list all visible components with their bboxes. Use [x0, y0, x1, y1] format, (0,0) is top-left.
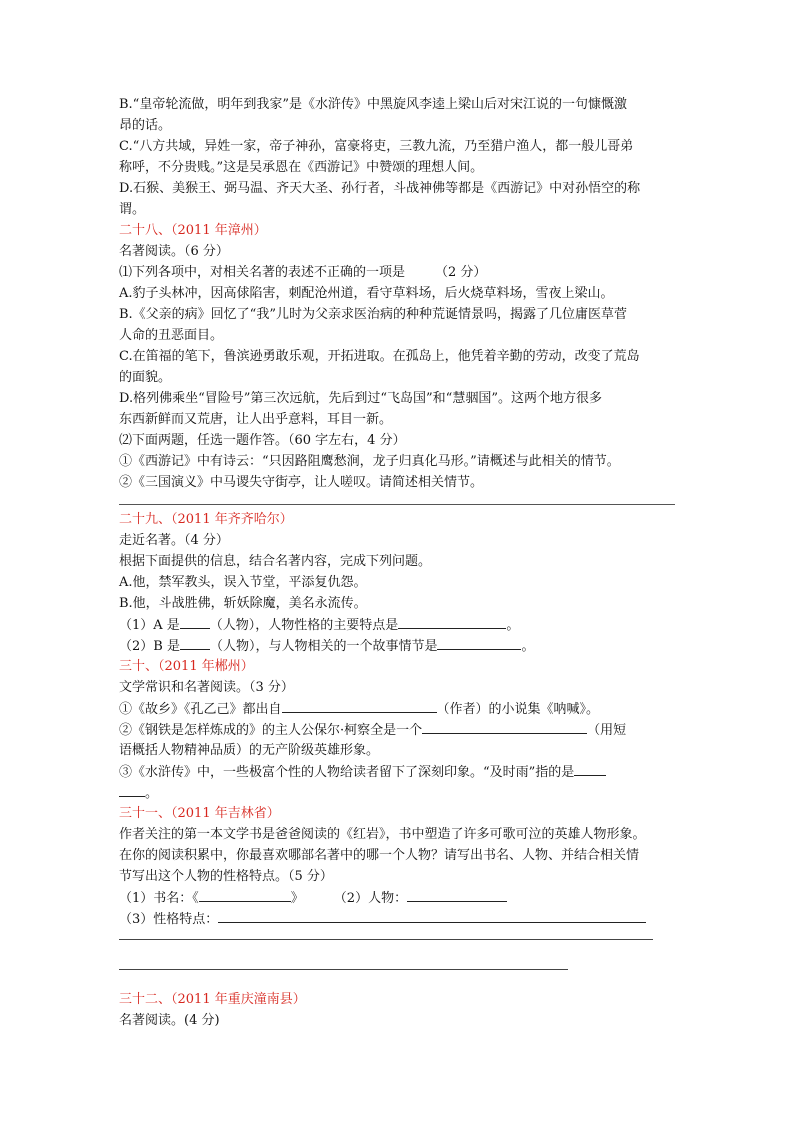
answer-line[interactable] — [119, 939, 653, 940]
q31-text-line-2: 在你的阅读积累中，你最喜欢哪部名著中的哪一个人物？请写出书名、人物、并结合相关情 — [119, 848, 640, 863]
q29-intro: 走近名著。（4 分） — [119, 533, 229, 548]
q29-item-1-end: 。 — [506, 618, 520, 633]
q30-line-3: 语概括人物精神品质）的无产阶级英雄形象。 — [119, 743, 380, 758]
q29-item-1-middle: （人物），人物性格的主要特点是 — [209, 618, 399, 633]
q29-clue-a: A.他，禁军教头，误入节堂，平添复仇怨。 — [119, 575, 367, 590]
option-b-line-1: B.“皇帝轮流做，明年到我家”是《水浒传》中黑旋风李逵上梁山后对宋江说的一句慷慨激 — [119, 97, 627, 112]
q29-item-1 — [119, 614, 675, 635]
book-name-blank[interactable] — [199, 887, 291, 902]
q28-sub2: ⑵下面两题，任选一题作答。（60 字左右，4 分） — [119, 433, 406, 448]
option-c-line-1: C.“八方共域，异姓一家，帝子神孙，富豪将吏，三教九流，乃至猎户渔人，都一般儿哥弟 — [119, 139, 634, 154]
answer-blank[interactable] — [574, 761, 606, 776]
q29-heading: 二十九、（2011 年齐齐哈尔） — [119, 512, 293, 527]
q31-trait-label: （3）性格特点： — [119, 912, 219, 927]
q29-item-2-prefix: （2）B 是 — [119, 639, 180, 654]
q30-line-2 — [119, 719, 675, 740]
q30-line-2-suffix: （用短 — [587, 723, 627, 738]
q32-heading: 三十二、（2011 年重庆潼南县） — [119, 992, 306, 1007]
q28-heading: 二十八、（2011 年漳州） — [119, 223, 267, 238]
answer-blank[interactable] — [282, 698, 437, 713]
q30-line-1-prefix: ①《故乡》《孔乙己》都出自 — [119, 702, 282, 717]
q28-option-d-line-1: D.格列佛乘坐“冒险号”第三次远航，先后到过“飞岛国”和“慧骃国”。这两个地方很多 — [119, 391, 602, 406]
q28-choice-1: ①《西游记》中有诗云：“只因路阻鹰愁涧，龙子归真化马形。”请概述与此相关的情节。 — [119, 454, 620, 469]
answer-line[interactable] — [119, 969, 568, 970]
q28-sub1-text: ⑴下列各项中，对相关名著的表述不正确的一项是 — [119, 265, 406, 280]
q30-line-2-prefix: ②《钢铁是怎样炼成的》的主人公保尔·柯察全是一个 — [119, 723, 423, 738]
q31-text-line-3: 节写出这个人物的性格特点。（5 分） — [119, 869, 333, 884]
q30-line-5 — [119, 782, 675, 803]
answer-blank[interactable] — [398, 614, 506, 629]
q31-book-label: （1）书名：《 — [119, 891, 199, 906]
q31-book-person-row — [119, 887, 675, 908]
answer-blank[interactable] — [119, 782, 145, 797]
q28-sub1-score: （2 分） — [435, 265, 487, 280]
q30-heading: 三十、（2011 年郴州） — [119, 659, 254, 674]
q28-option-b-line-1: B.《父亲的病》回忆了“我”儿时为父亲求医治病的种种荒诞情景吗，揭露了几位庸医草菅 — [119, 307, 627, 322]
q31-book-close: 》 — [290, 891, 304, 906]
q29-item-2-middle: （人物），与人物相关的一个故事情节是 — [209, 639, 438, 654]
q28-option-c-line-1: C.在笛福的笔下，鲁滨逊勇敢乐观，开拓进取。在孤岛上，他凭着辛勤的劳动，改变了荒岛 — [119, 349, 640, 364]
q32-intro: 名著阅读。(4 分) — [119, 1013, 220, 1028]
q28-option-d-line-2: 东西新鲜而又荒唐，让人出乎意料，耳目一新。 — [119, 412, 393, 427]
q28-choice-2: ②《三国演义》中马谡失守街亭，让人嗟叹。请简述相关情节。 — [119, 475, 484, 490]
document-page — [119, 94, 675, 1031]
q30-intro: 文学常识和名著阅读。（3 分） — [119, 680, 294, 695]
q29-instruction: 根据下面提供的信息，结合名著内容，完成下列问题。 — [119, 554, 432, 569]
q30-line-4-prefix: ③《水浒传》中，一些极富个性的人物给读者留下了深刻印象。“及时雨”指的是 — [119, 765, 575, 780]
option-d-line-2: 谓。 — [119, 202, 146, 217]
answer-blank[interactable] — [437, 635, 521, 650]
trait-blank[interactable] — [218, 908, 646, 923]
q31-person-label: （2）人物： — [333, 891, 408, 906]
answer-blank[interactable] — [180, 614, 210, 629]
q31-heading: 三十一、（2011 年吉林省） — [119, 806, 280, 821]
q31-text-line-1: 作者关注的第一本文学书是爸爸阅读的《红岩》，书中塑造了许多可歌可泣的英雄人物形象。 — [119, 827, 646, 842]
q30-line-1-suffix: （作者）的小说集《呐喊》。 — [436, 702, 600, 717]
q30-line-5-end: 。 — [145, 786, 159, 801]
q30-line-1 — [119, 698, 675, 719]
q28-option-a: A.豹子头林冲，因高俅陷害，刺配沧州道，看守草料场，后火烧草料场，雪夜上梁山。 — [119, 286, 614, 301]
option-d-line-1: D.石猴、美猴王、弼马温、齐天大圣、孙行者，斗战神佛等都是《西游记》中对孙悟空的称 — [119, 181, 641, 196]
q30-line-4 — [119, 761, 675, 782]
q28-intro: 名著阅读。（6 分） — [119, 244, 229, 259]
option-b-line-2: 昂的话。 — [119, 118, 172, 133]
answer-blank[interactable] — [180, 635, 210, 650]
q29-item-2-end: 。 — [521, 639, 535, 654]
q31-answer-line-3-wrap — [119, 969, 675, 989]
q31-answer-line-2-wrap — [119, 939, 675, 959]
q28-option-c-line-2: 的面貌。 — [119, 370, 172, 385]
q29-clue-b: B.他，斗战胜佛，斩妖除魔，美名永流传。 — [119, 596, 367, 611]
person-blank[interactable] — [407, 887, 507, 902]
q29-item-2 — [119, 635, 675, 656]
q31-trait-row — [119, 908, 675, 929]
q28-option-b-line-2: 人命的丑恶面目。 — [119, 328, 224, 343]
option-c-line-2: 称呼，不分贵贱。”这是吴承恩在《西游记》中赞颂的理想人间。 — [119, 160, 484, 175]
q28-sub1 — [119, 262, 675, 283]
section-divider — [119, 504, 675, 505]
q29-item-1-prefix: （1）A 是 — [119, 618, 180, 633]
answer-blank[interactable] — [422, 719, 587, 734]
